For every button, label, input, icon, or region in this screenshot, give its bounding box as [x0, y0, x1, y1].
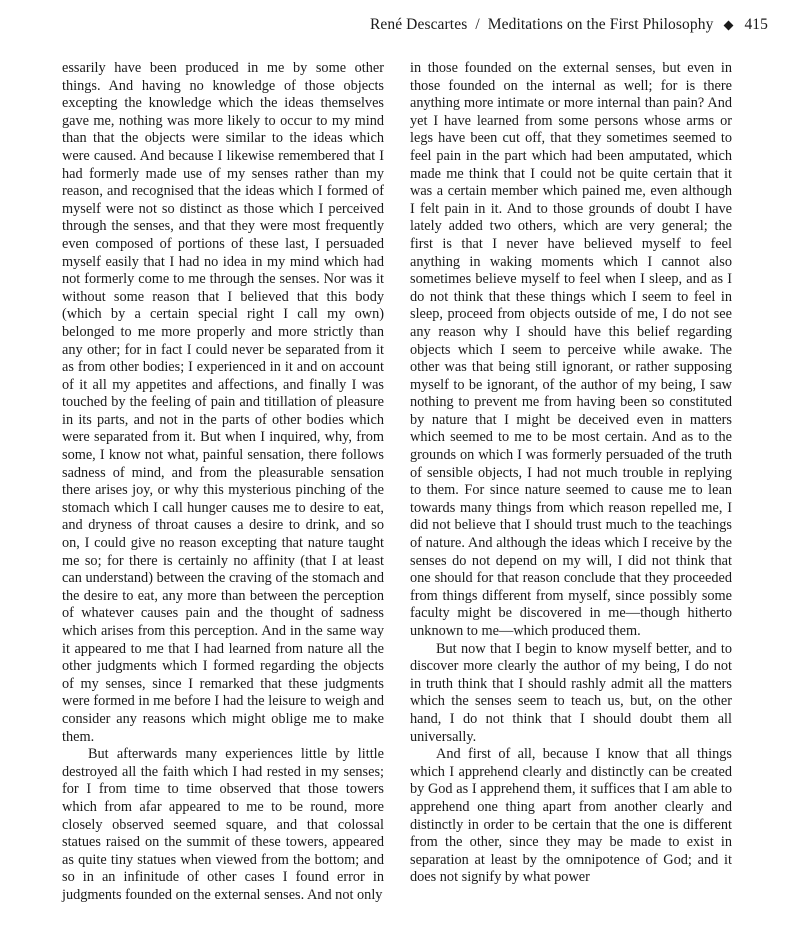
left-column	[62, 60, 384, 905]
right-paragraph-3: And first of all, because I know that all things which I apprehend clearly and distinctly can be created by God as I apprehend them, it suffices that I am able to apprehend one thing apart from another clearly and distinctly in order to be certain that the one is different from the other, since they may be made to exist in separation at least by the omnipotence of God; and it does not signify by what power	[410, 746, 732, 886]
page-number: 415	[744, 16, 768, 33]
right-paragraph-1: in those founded on the external senses, but even in those founded on the internal as well; for is there anything more intimate or more internal than pain? And yet I have learned from some persons whose arms or legs have been cut off, that they sometimes seemed to feel pain in the part which had been amputated, which made me think that I could not be quite certain that it was a certain member which pained me, even although I felt pain in it. And to those grounds of doubt I have lately added two others, which are very general; the first is that I never have believed myself to feel anything in waking moments which I cannot also sometimes believe myself to feel when I sleep, and as I do not think that these things which I seem to feel in sleep, proceed from objects outside of me, I do not see any reason why I should have this belief regarding objects which I seem to perceive while awake. The other was that being still ignorant, or rather supposing myself to be ignorant, of the author of my being, I saw nothing to prevent me from having been so constituted by nature that I might be deceived even in matters which seemed to me to be most certain. And as to the grounds on which I was formerly persuaded of the truth of sensible objects, I had not much trouble in replying to them. For since nature seemed to cause me to lean towards many things from which reason repelled me, I did not believe that I should trust much to the teachings of nature. And although the ideas which I receive by the senses do not depend on my will, I did not think that one should for that reason conclude that they proceeded from things different from myself, since possibly some faculty might be discovered in me—though hitherto unknown to me—which produced them.	[410, 60, 732, 639]
diamond-icon	[724, 20, 734, 30]
right-paragraph-2: But now that I begin to know myself better, and to discover more clearly the author of my being, I do not in truth think that I should rashly admit all the matters which the senses seem to teach us, but, on the other hand, I do not think that I should doubt them all universally.	[410, 640, 732, 745]
header-author: René Descartes	[369, 16, 468, 33]
running-header	[370, 16, 768, 34]
left-paragraph-2: But afterwards many experiences little by little destroyed all the faith which I had rested in my senses; for I from time to time observed that those towers which from afar appeared to me to be round, more closely observed seemed square, and that colossal statues raised on the summit of these towers, appeared as quite tiny statues when viewed from the bottom; and so in an infinitude of other cases I found error in judgments founded on the external senses. And not only	[62, 746, 384, 903]
right-column	[410, 60, 732, 887]
header-separator: /	[475, 16, 480, 33]
left-paragraph-1: essarily have been produced in me by some other things. And having no knowledge of those objects excepting the knowledge which the ideas themselves gave me, nothing was more likely to occur to my mind than that the objects were similar to the ideas which were caused. And because I likewise remembered that I had formerly made use of my senses rather than my reason, and recognised that the ideas which I formed of myself were not so distinct as those which I perceived through the senses, and that they were most frequently even composed of portions of these last, I persuaded myself easily that I had no idea in my mind which had not formerly come to me through the senses. Nor was it without some reason that I believed that this body (which by a certain special right I call my own) belonged to me more properly and more strictly than any other; for in fact I could never be separated from it as from other bodies; I experienced in it and on account of it all my appetites and affections, and finally I was touched by the feeling of pain and titillation of pleasure in its parts, and not in the parts of other bodies which were separated from it. But when I inquired, why, from some, I know not what, painful sensation, there follows sadness of mind, and from the pleasurable sensation there arises joy, or why this mysterious pinching of the stomach which I call hunger causes me to desire to eat, and dryness of throat causes a desire to drink, and so on, I could give no reason excepting that nature taught me so; for there is certainly no affinity (that I at least can understand) between the craving of the stomach and the desire to eat, any more than between the perception of whatever causes pain and the thought of sadness which arises from this perception. And in the same way it appeared to me that I had learned from nature all the other judgments which I formed regarding the objects of my senses, since I remarked that these judgments were formed in me before I had the leisure to weigh and consider any reasons which might oblige me to make them.	[62, 60, 384, 745]
header-title: Meditations on the First Philosophy	[487, 16, 714, 33]
